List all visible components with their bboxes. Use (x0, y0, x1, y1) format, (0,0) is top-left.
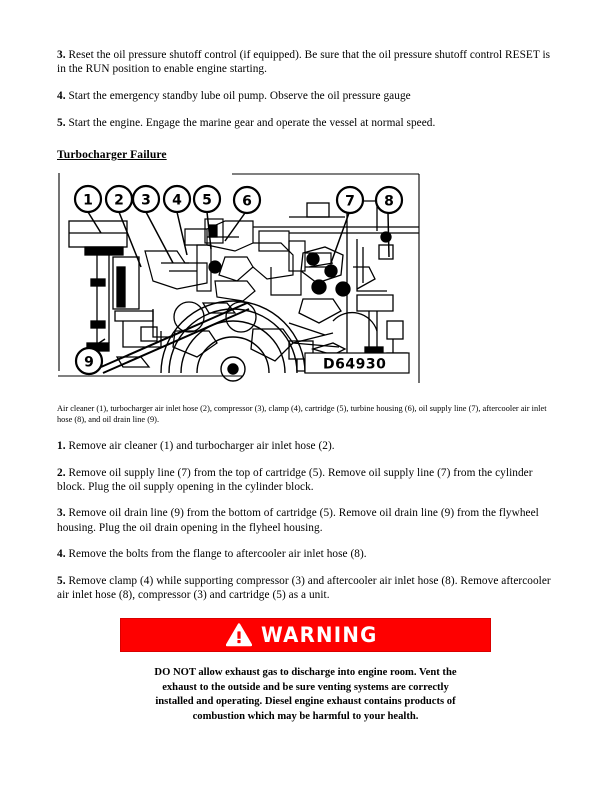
step-text: Remove clamp (4) while supporting compressor (3) and aftercooler air inlet hose (8). Remove aftercooler air inlet hose (8), compressor (3) and cartridge (5) as a unit. (57, 575, 551, 602)
step-number: 4. (57, 89, 66, 102)
step-number: 1. (57, 439, 66, 452)
procedure-step (57, 48, 555, 76)
callout-7 (337, 187, 363, 213)
step-number: 4. (57, 548, 66, 561)
warning-message (120, 666, 491, 724)
procedure-step (57, 116, 555, 130)
engine-line-drawing (57, 171, 423, 393)
procedure-step (57, 466, 555, 494)
warning-banner (120, 618, 491, 652)
callout-5 (194, 186, 220, 212)
svg-text:3: 3 (141, 192, 151, 209)
callout-8 (376, 187, 402, 213)
procedure-step (57, 574, 555, 602)
callout-9 (76, 348, 102, 374)
callout-6 (234, 187, 260, 213)
step-number: 3. (57, 507, 66, 520)
procedure-step (57, 89, 555, 103)
warning-line: exhaust to the outside and be sure venting systems are correctly (162, 681, 449, 693)
procedure-step (57, 506, 555, 534)
svg-text:8: 8 (384, 193, 394, 210)
callout-4 (164, 186, 190, 212)
svg-text:5: 5 (202, 192, 212, 209)
svg-text:1: 1 (83, 192, 93, 209)
step-text: Start the emergency standby lube oil pump. Observe the oil pressure gauge (65, 89, 411, 102)
turbocharger-figure (57, 171, 423, 393)
page-content (57, 48, 555, 615)
svg-text:6: 6 (242, 193, 252, 210)
figure-image-code (305, 353, 409, 373)
step-number: 3. (57, 49, 66, 61)
procedure-step (57, 547, 555, 561)
step-number: 5. (57, 116, 66, 129)
callout-3 (133, 186, 159, 212)
step-text: Remove air cleaner (1) and turbocharger air inlet hose (2). (65, 439, 335, 452)
step-text: Remove the bolts from the flange to aftercooler air inlet hose (8). (65, 548, 367, 561)
svg-text:9: 9 (84, 354, 94, 371)
step-text: Start the engine. Engage the marine gear and operate the vessel at normal speed. (65, 116, 436, 129)
svg-text:2: 2 (114, 192, 124, 209)
callout-1 (75, 186, 101, 212)
callout-2 (106, 186, 132, 212)
warning-line: DO NOT allow exhaust gas to discharge into engine room. Vent the (154, 667, 457, 678)
warning-label: WARNING (261, 622, 378, 647)
warning-line: combustion which may be harmful to your health. (192, 710, 419, 722)
procedure-step (57, 439, 555, 453)
svg-text:7: 7 (345, 193, 355, 210)
warning-block (120, 618, 491, 724)
section-heading: Turbocharger Failure (57, 147, 167, 161)
step-text: Reset the oil pressure shutoff control (if equipped). Be sure that the oil pressure shutoff control RESET is in the RUN position to enable engine starting. (57, 49, 551, 76)
svg-text:4: 4 (172, 192, 182, 209)
warning-triangle-icon (226, 623, 252, 647)
figure-caption: Air cleaner (1), turbocharger air inlet hose (2), compressor (3), clamp (4), cartridge (5), turbine housing (6), oil supply line (7), aftercooler air inlet hose (8), and oil drain line (9). (57, 403, 547, 424)
image-code-text: D64930 (323, 356, 387, 373)
step-number: 5. (57, 575, 66, 588)
warning-line: installed and operating. Diesel engine exhaust contains products of (155, 696, 456, 708)
step-text: Remove oil drain line (9) from the bottom of cartridge (5). Remove oil drain line (9) from the flywheel housing. Plug the oil drain opening in the flyheel housing. (57, 507, 539, 534)
step-number: 2. (57, 466, 66, 479)
step-text: Remove oil supply line (7) from the top of cartridge (5). Remove oil supply line (7) from the cylinder block. Plug the oil supply opening in the cylinder block. (57, 466, 533, 493)
